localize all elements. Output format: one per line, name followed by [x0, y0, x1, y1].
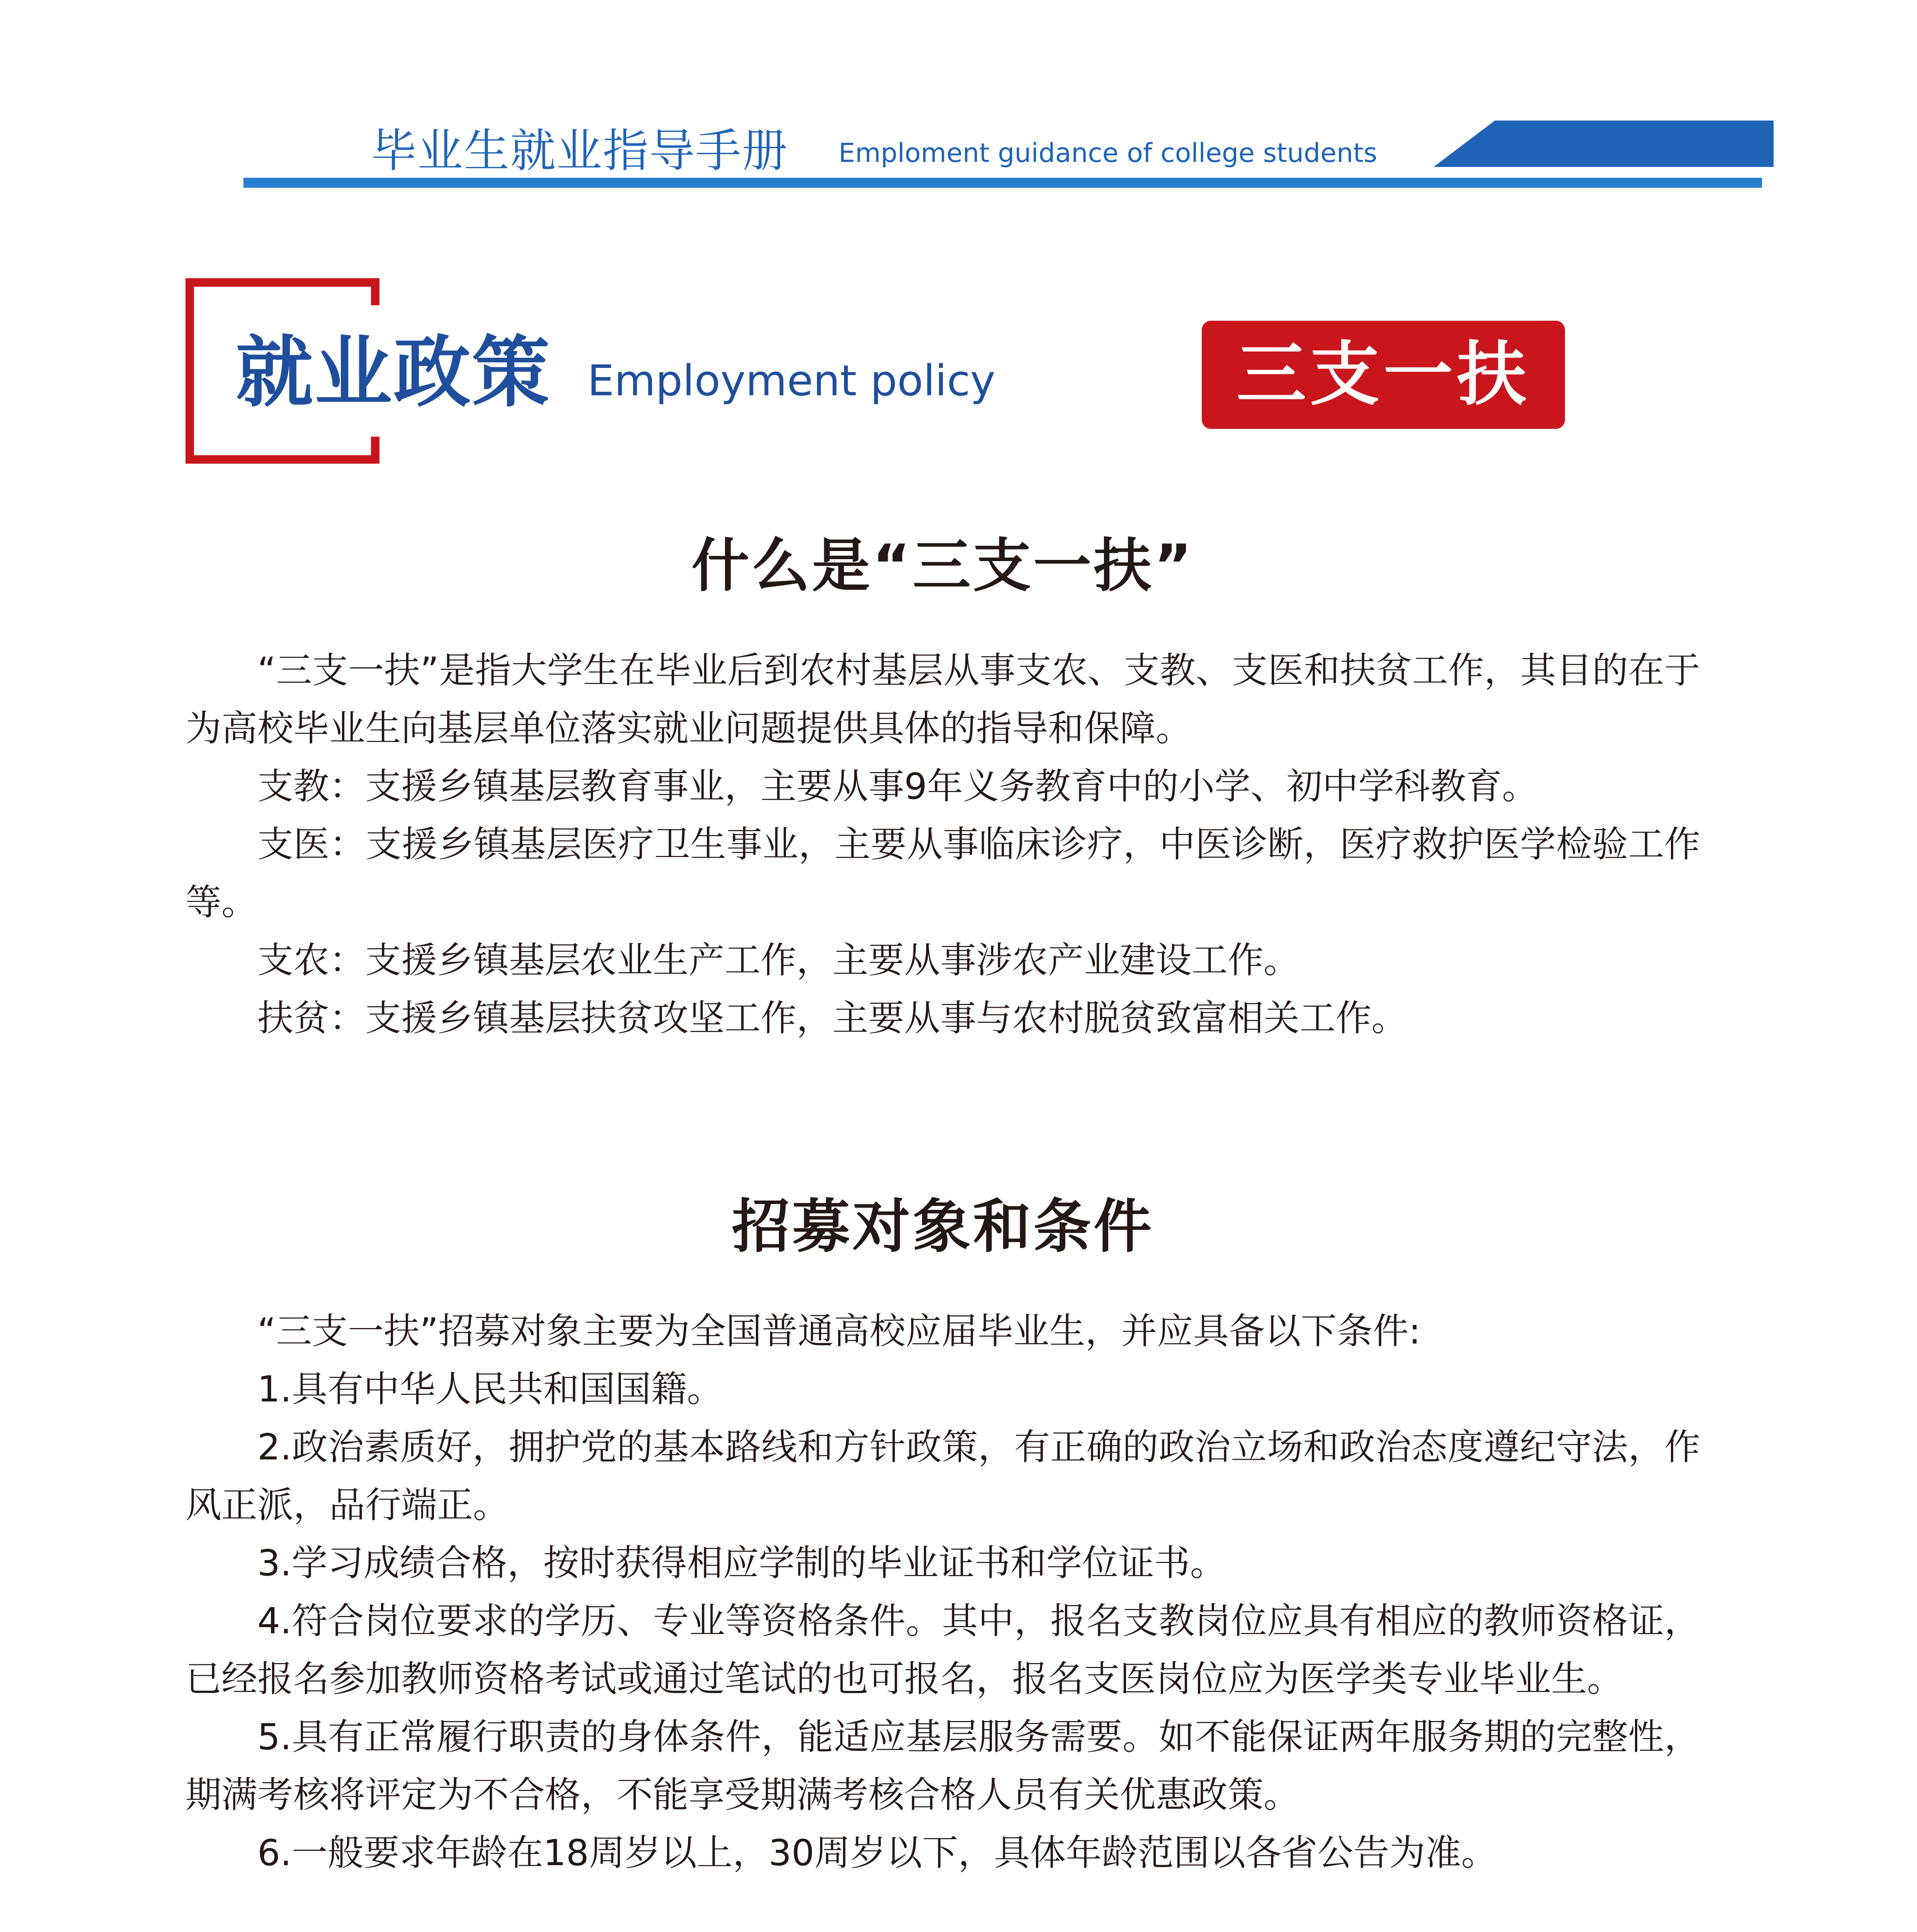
- paragraph: 支农：支援乡镇基层农业生产工作，主要从事涉农产业建设工作。: [257, 939, 1300, 981]
- header-wedge-decoration: [1434, 121, 1774, 167]
- paragraph: 扶贫：支援乡镇基层扶贫攻坚工作，主要从事与农村脱贫致富相关工作。: [257, 997, 1407, 1039]
- running-header: [243, 112, 1789, 197]
- paragraph: 1.具有中华人民共和国国籍。: [257, 1368, 723, 1410]
- paragraph: “三支一扶”招募对象主要为全国普通高校应届毕业生，并应具备以下条件:: [257, 1310, 1421, 1352]
- paragraph: 支教：支援乡镇基层教育事业，主要从事9年义务教育中的小学、初中学科教育。: [257, 765, 1538, 807]
- banner-title: 就业政策: [236, 328, 551, 418]
- banner-subtitle: Employment policy: [587, 356, 995, 405]
- header-rule: [243, 178, 1762, 188]
- topic-badge: 三支一扶: [1202, 321, 1565, 429]
- section-eligibility: [185, 1194, 1700, 1882]
- paragraph: 2.政治素质好，拥护党的基本路线和方针政策，有正确的政治立场和政治态度遵纪守法，作风正派，品行端正。: [185, 1426, 1700, 1526]
- paragraph: 4.符合岗位要求的学历、专业等资格条件。其中，报名支教岗位应具有相应的教师资格证，已经报名参加教师资格考试或通过笔试的也可报名，报名支医岗位应为医学类专业毕业生。: [185, 1600, 1700, 1700]
- paragraph: 5.具有正常履行职责的身体条件，能适应基层服务需要。如不能保证两年服务期的完整性，期满考核将评定为不合格，不能享受期满考核合格人员有关优惠政策。: [185, 1716, 1700, 1816]
- paragraph: 支医：支援乡镇基层医疗卫生事业，主要从事临床诊疗，中医诊断，医疗救护医学检验工作等。: [185, 823, 1700, 923]
- section-heading: 招募对象和条件: [731, 1193, 1154, 1260]
- paragraph: “三支一扶”是指大学生在毕业后到农村基层从事支农、支教、支医和扶贫工作，其目的在于为高校毕业生向基层单位落实就业问题提供具体的指导和保障。: [185, 650, 1700, 749]
- section-what-is: [185, 533, 1700, 1047]
- handbook-subtitle: Emploment guidance of college students: [839, 138, 1377, 168]
- main-content: [185, 533, 1700, 1932]
- paragraph: 3.学习成绩合格，按时获得相应学制的毕业证书和学位证书。: [257, 1542, 1226, 1584]
- paragraph: 6.一般要求年龄在18周岁以上，30周岁以下，具体年龄范围以各省公告为准。: [257, 1832, 1497, 1874]
- section-banner: [185, 278, 1731, 464]
- section-heading: 什么是“三支一扶”: [691, 532, 1194, 600]
- handbook-title: 毕业生就业指导手册: [371, 124, 789, 177]
